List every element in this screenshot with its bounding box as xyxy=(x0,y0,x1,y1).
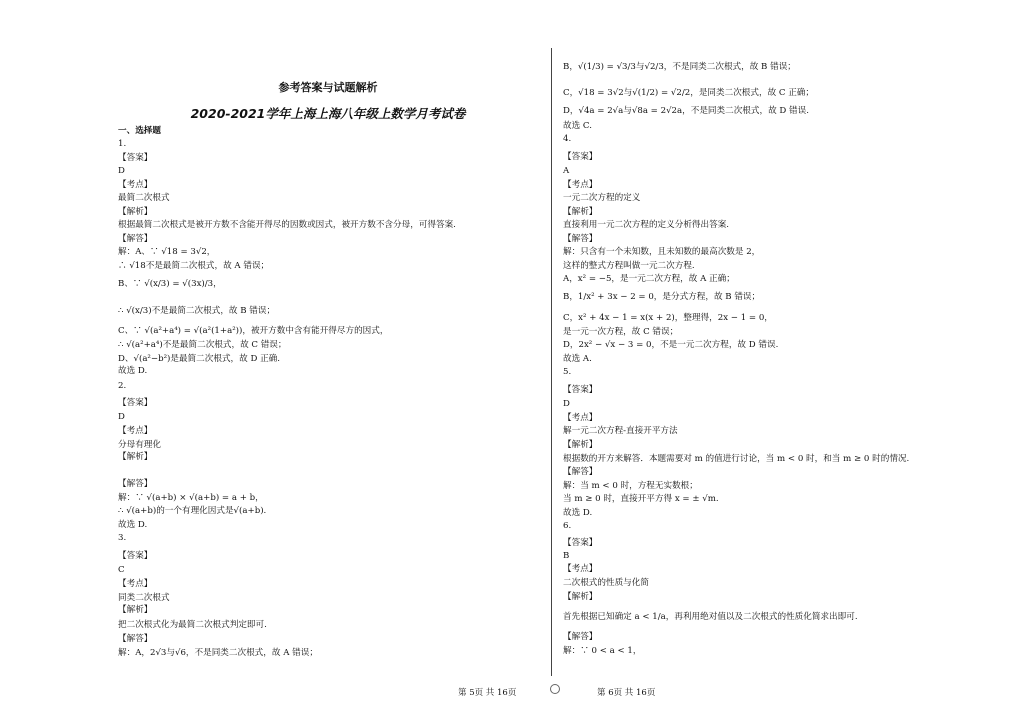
text-line: B xyxy=(563,551,570,561)
right-page-footer: 第 6页 共 16页 xyxy=(597,688,656,698)
text-line: 故选 D. xyxy=(118,520,148,530)
text-line: 分母有理化 xyxy=(118,440,161,450)
text-line: 【解答】 xyxy=(563,234,598,244)
text-line: 当 m ≥ 0 时，直接开平方得 x = ± √m. xyxy=(563,494,719,504)
text-line: 解一元二次方程-直接开平方法 xyxy=(563,426,678,436)
center-mark-icon xyxy=(550,684,560,694)
text-line: 解：∵ 0 < a < 1， xyxy=(563,646,642,656)
text-line: ∴ √(x/3)不是最简二次根式，故 B 错误； xyxy=(118,306,276,316)
text-line: 【解析】 xyxy=(563,440,598,450)
text-line: C，x² + 4x − 1 = x(x + 2)，整理得，2x − 1 = 0， xyxy=(563,313,773,323)
text-line: 【解答】 xyxy=(563,467,598,477)
text-line: 解：只含有一个未知数，且未知数的最高次数是 2， xyxy=(563,247,761,257)
text-line: 故选 D. xyxy=(118,366,148,376)
text-line: 【答案】 xyxy=(118,153,153,163)
text-line: 【答案】 xyxy=(563,538,598,548)
text-line: 首先根据已知确定 a < 1/a，再利用绝对值以及二次根式的性质化简求出即可. xyxy=(563,612,858,622)
text-line: 【考点】 xyxy=(118,579,153,589)
page-divider xyxy=(551,48,552,676)
text-line: 【解析】 xyxy=(118,207,153,217)
text-line: A，x² = −5，是一元二次方程，故 A 正确； xyxy=(563,274,735,284)
text-line: C，√18 = 3√2与√(1/2) = √2/2，是同类二次根式，故 C 正确； xyxy=(563,88,814,98)
text-line: D，2x² − √x − 3 = 0，不是一元二次方程，故 D 错误. xyxy=(563,340,779,350)
text-line: 4. xyxy=(563,134,572,144)
text-line: 解：A、∵ √18 = 3√2， xyxy=(118,247,216,257)
text-line: ∴ √(a+b)的一个有理化因式是√(a+b). xyxy=(118,506,267,516)
text-line: 故选 A. xyxy=(563,354,592,364)
text-line: 故选 C. xyxy=(563,121,592,131)
text-line: 根据最简二次根式是被开方数不含能开得尽的因数或因式，被开方数不含分母，可得答案. xyxy=(118,220,456,230)
text-line: 把二次根式化为最简二次根式判定即可. xyxy=(118,620,267,630)
text-line: 一元二次方程的定义 xyxy=(563,193,641,203)
text-line: ∴ √18不是最简二次根式，故 A 错误； xyxy=(118,261,270,271)
text-line: D xyxy=(563,399,570,409)
text-line: 【解答】 xyxy=(118,479,153,489)
page-subtitle: 2020-2021学年上海上海八年级上数学月考试卷 xyxy=(190,106,466,121)
text-line: B、∵ √(x/3) = √(3x)/3， xyxy=(118,279,222,289)
text-line: 【解答】 xyxy=(118,234,153,244)
text-line: 这样的整式方程叫做一元二次方程. xyxy=(563,261,695,271)
text-line: 根据数的开方来解答．本题需要对 m 的值进行讨论，当 m < 0 时，和当 m ≥ 0 时的情况. xyxy=(563,454,910,464)
text-line: 5. xyxy=(563,367,572,377)
text-line: 【考点】 xyxy=(563,413,598,423)
text-line: 【答案】 xyxy=(563,152,598,162)
text-line: 是一元一次方程，故 C 错误； xyxy=(563,327,679,337)
text-line: 解：A，2√3与√6，不是同类二次根式，故 A 错误； xyxy=(118,648,318,658)
text-line: 6. xyxy=(563,521,572,531)
text-line: 【考点】 xyxy=(118,426,153,436)
text-line: C xyxy=(118,565,125,575)
text-line: 【答案】 xyxy=(563,385,598,395)
text-line: 同类二次根式 xyxy=(118,593,170,603)
text-line: 故选 D. xyxy=(563,508,593,518)
text-line: D，√4a = 2√a与√8a = 2√2a，不是同类二次根式，故 D 错误. xyxy=(563,106,809,116)
text-line: 【解析】 xyxy=(118,452,153,462)
page-title: 参考答案与试题解析 xyxy=(278,81,378,94)
text-line: 二次根式的性质与化简 xyxy=(563,578,649,588)
text-line: 直接利用一元二次方程的定义分析得出答案. xyxy=(563,220,730,230)
text-line: 最简二次根式 xyxy=(118,193,170,203)
text-line: 【考点】 xyxy=(118,180,153,190)
text-line: 【解答】 xyxy=(563,632,598,642)
text-line: 【答案】 xyxy=(118,398,153,408)
text-line: 【解析】 xyxy=(118,605,153,615)
text-line: B，√(1/3) = √3/3与√2/3，不是同类二次根式，故 B 错误； xyxy=(563,62,796,72)
text-line: 【答案】 xyxy=(118,551,153,561)
text-line: C、∵ √(a²+a⁴) = √(a²(1+a²))，被开方数中含有能开得尽方的因式， xyxy=(118,326,389,336)
text-line: A xyxy=(563,166,570,176)
text-line: D xyxy=(118,412,125,422)
text-line: 【解析】 xyxy=(563,592,598,602)
text-line: D、√(a²−b²)是最简二次根式，故 D 正确. xyxy=(118,354,280,364)
text-line: 【考点】 xyxy=(563,564,598,574)
text-line: D xyxy=(118,166,125,176)
text-line: 【解析】 xyxy=(563,207,598,217)
text-line: 2. xyxy=(118,381,127,391)
text-line: 【考点】 xyxy=(563,180,598,190)
text-line: 3. xyxy=(118,533,127,543)
text-line: 1. xyxy=(118,139,127,149)
text-line: 【解答】 xyxy=(118,634,153,644)
text-line: ∴ √(a²+a⁴)不是最简二次根式，故 C 错误； xyxy=(118,340,287,350)
text-line: 解：∵ √(a+b) × √(a+b) = a + b， xyxy=(118,493,264,503)
text-line: B，1/x² + 3x − 2 = 0，是分式方程，故 B 错误； xyxy=(563,292,761,302)
text-line: 解：当 m < 0 时，方程无实数根； xyxy=(563,481,698,491)
left-page-footer: 第 5页 共 16页 xyxy=(458,688,517,698)
section-heading: 一、选择题 xyxy=(118,126,161,136)
